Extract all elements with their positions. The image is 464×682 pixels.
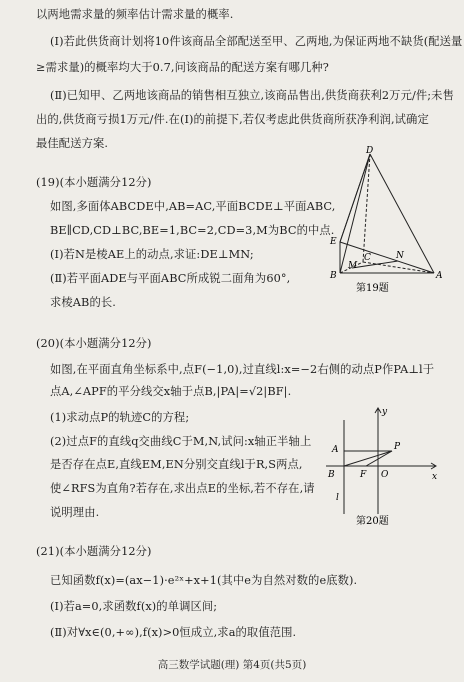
text-line: 出的,供货商亏损1万元/件.在(Ⅰ)的前提下,若仅考虑此供货商所获净利润,试确定 xyxy=(36,113,429,126)
label-F: F xyxy=(360,470,367,480)
edge-ED xyxy=(340,154,370,242)
text-line: 已知函数f(x)=(ax−1)·e²ˣ+x+1(其中e为自然对数的e底数). xyxy=(50,574,358,587)
label-B: B xyxy=(328,470,335,480)
label-P: P xyxy=(394,442,401,452)
label-E: E xyxy=(330,237,337,247)
text-line: (Ⅰ)若此供货商计划将10件该商品全部配送至甲、乙两地,为保证两地不缺货(配送量 xyxy=(50,35,463,48)
text-line: (2)过点F的直线q交曲线C于M,N,试问:x轴正半轴上 xyxy=(50,435,312,448)
question-header: (20)(本小题满分12分) xyxy=(36,337,152,350)
label-B: B xyxy=(330,271,337,281)
question-header: (21)(本小题满分12分) xyxy=(36,545,152,558)
label-D: D xyxy=(366,146,374,156)
text-line: (Ⅱ)已知甲、乙两地该商品的销售相互独立,该商品售出,供货商获利2万元/件;未售 xyxy=(50,89,454,102)
label-M: M xyxy=(348,261,358,271)
figure-20-coordinates xyxy=(320,402,444,528)
text-line: (Ⅰ)若N是棱AE上的动点,求证:DE⊥MN; xyxy=(50,248,254,261)
label-y: y xyxy=(382,407,388,417)
label-A: A xyxy=(332,445,339,455)
text-line: (1)求动点P的轨迹C的方程; xyxy=(50,411,190,424)
label-O: O xyxy=(381,470,389,480)
edge-CA-hidden xyxy=(363,262,434,273)
label-C: C xyxy=(364,253,371,263)
text-line: 说明理由. xyxy=(50,506,100,519)
text-line: 是否存在点E,直线EM,EN分别交直线l于R,S两点, xyxy=(50,458,303,471)
label-x: x xyxy=(432,472,438,482)
text-line: 如图,多面体ABCDE中,AB=AC,平面BCDE⊥平面ABC, xyxy=(50,200,336,213)
page-footer: 高三数学试题(理) 第4页(共5页) xyxy=(157,659,307,671)
text-line: 点A,∠APF的平分线交x轴于点B,|PA|=√2|BF|. xyxy=(50,385,292,398)
label-N: N xyxy=(396,251,404,261)
label-l: l xyxy=(336,493,339,503)
text-line: (Ⅱ)若平面ADE与平面ABC所成锐二面角为60°, xyxy=(50,272,291,285)
segment-PF xyxy=(366,451,392,466)
text-line: (Ⅱ)对∀x∈(0,+∞),f(x)>0恒成立,求a的取值范围. xyxy=(50,626,297,639)
text-line: BE∥CD,CD⊥BC,BE=1,BC=2,CD=3,M为BC的中点. xyxy=(50,224,335,237)
text-line: ≥需求量)的概率均大于0.7,问该商品的配送方案有哪几种? xyxy=(36,61,329,74)
text-line: 以两地需求量的频率估计需求量的概率. xyxy=(36,8,234,21)
text-line: 使∠RFS为直角?若存在,求出点E的坐标,若不存在,请 xyxy=(50,482,315,495)
figure-19-caption: 第19题 xyxy=(356,283,389,294)
question-header: (19)(本小题满分12分) xyxy=(36,176,152,189)
text-line: (Ⅰ)若a=0,求函数f(x)的单调区间; xyxy=(50,600,218,613)
text-line: 最佳配送方案. xyxy=(36,137,109,150)
label-A: A xyxy=(436,271,443,281)
text-line: 如图,在平面直角坐标系中,点F(−1,0),过直线l:x=−2右侧的动点P作PA⊥l于 xyxy=(50,363,435,376)
figure-19-polyhedron xyxy=(326,144,446,294)
figure-20-caption: 第20题 xyxy=(356,516,389,527)
segment-PB xyxy=(344,451,392,466)
text-line: 求棱AB的长. xyxy=(50,296,116,309)
